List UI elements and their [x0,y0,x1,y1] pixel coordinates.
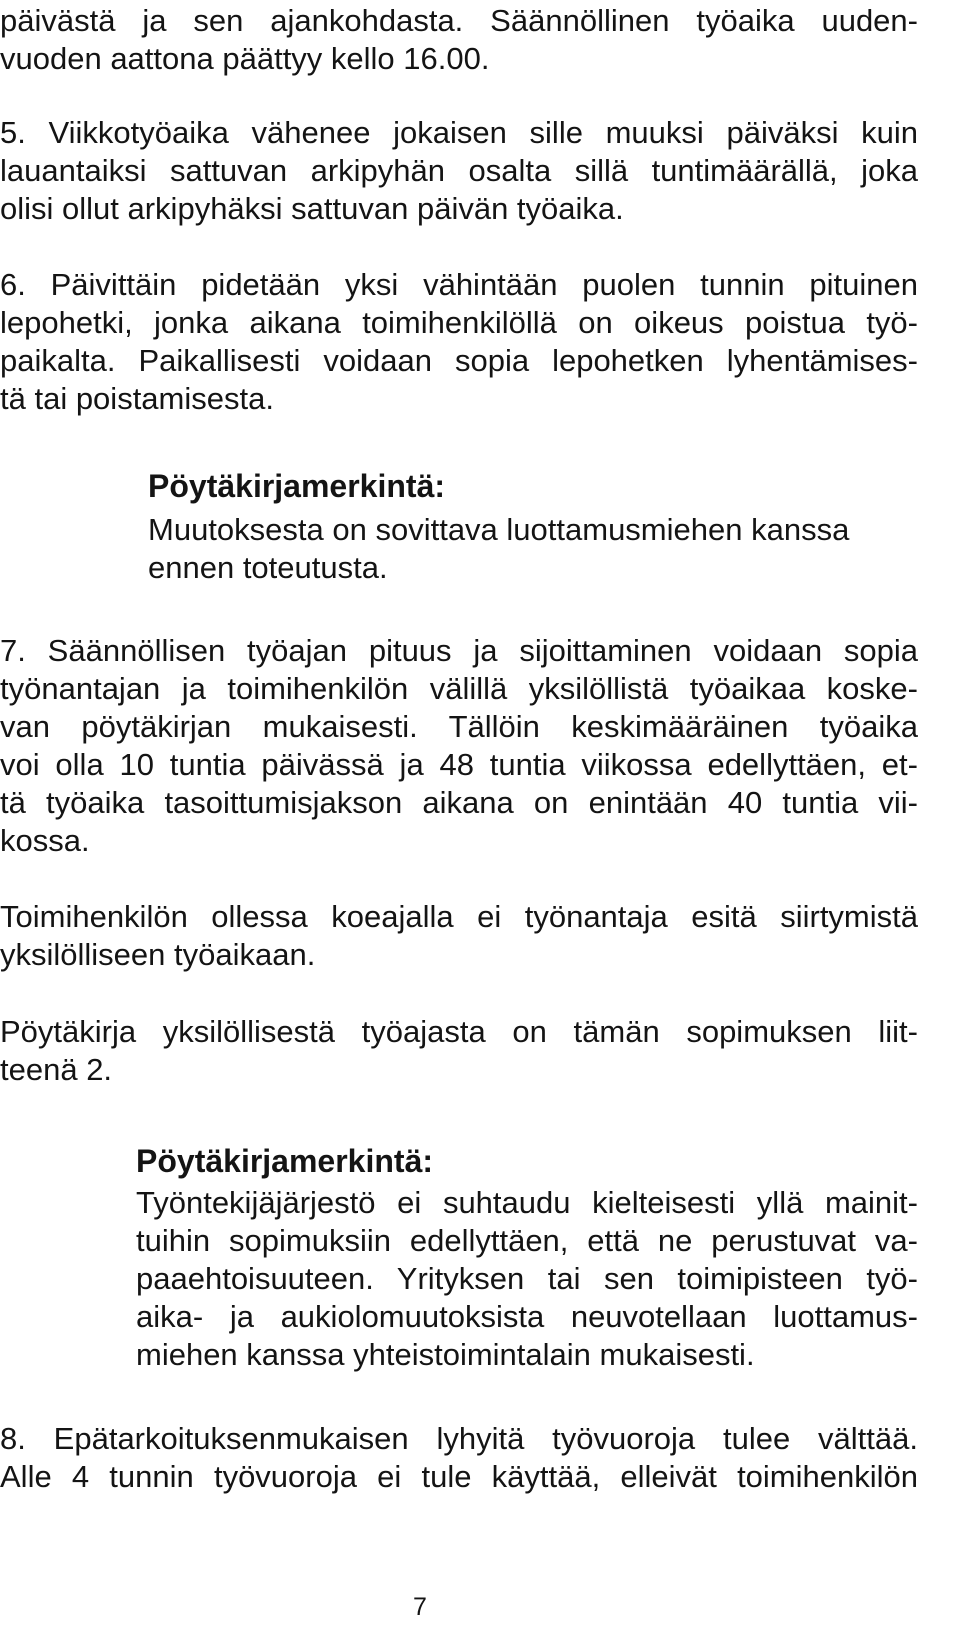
section-7-line: 7. Säännöllisen työajan pituus ja sijoittaminen voidaan sopia [0,633,918,668]
paragraph-line: teenä 2. [0,1052,113,1087]
section-6-line: tä tai poistamisesta. [0,381,274,416]
paragraph-line: vuoden aattona päättyy kello 16.00. [0,41,490,76]
section-5-line: olisi ollut arkipyhäksi sattuvan päivän työaika. [0,191,624,226]
section-6-line: lepohetki, jonka aikana toimihenkilöllä on oikeus poistua työ- [0,305,918,340]
note-line: paaehtoisuuteen. Yrityksen tai sen toimipisteen työ- [136,1261,918,1296]
section-5-line: lauantaiksi sattuvan arkipyhän osalta sillä tuntimäärällä, joka [0,153,918,188]
section-7-line: voi olla 10 tuntia päivässä ja 48 tuntia viikossa edellyttäen, et- [0,747,918,782]
section-7-line: työnantajan ja toimihenkilön välillä yksilöllistä työaikaa koske- [0,671,918,706]
section-8-line: 8. Epätarkoituksenmukaisen lyhyitä työvuoroja tulee välttää. [0,1421,918,1456]
section-7-line: van pöytäkirjan mukaisesti. Tällöin keskimääräinen työaika [0,709,918,744]
note-line: tuihin sopimuksiin edellyttäen, että ne perustuvat va- [136,1223,918,1258]
note-line: aika- ja aukiolomuutoksista neuvotellaan luottamus- [136,1299,918,1334]
section-7-line: tä työaika tasoittumisjakson aikana on enintään 40 tuntia vii- [0,785,918,820]
note-heading: Pöytäkirjamerkintä: [148,468,446,504]
paragraph-line: yksilölliseen työaikaan. [0,937,316,972]
note-line: ennen toteutusta. [148,550,388,585]
section-8-line: Alle 4 tunnin työvuoroja ei tule käyttää, elleivät toimihenkilön [0,1459,918,1494]
section-6-line: paikalta. Paikallisesti voidaan sopia lepohetken lyhentämises- [0,343,918,378]
section-7-line: kossa. [0,823,90,858]
note-line: miehen kanssa yhteistoimintalain mukaisesti. [136,1337,755,1372]
section-6-line: 6. Päivittäin pidetään yksi vähintään puolen tunnin pituinen [0,267,918,302]
paragraph-line: Pöytäkirja yksilöllisestä työajasta on tämän sopimuksen liit- [0,1014,918,1049]
page-number: 7 [413,1593,427,1621]
paragraph-line: Toimihenkilön ollessa koeajalla ei työnantaja esitä siirtymistä [0,899,918,934]
note-heading: Pöytäkirjamerkintä: [136,1143,434,1179]
note-line: Työntekijäjärjestö ei suhtaudu kielteisesti yllä mainit- [136,1185,918,1220]
paragraph-line: päivästä ja sen ajankohdasta. Säännöllinen työaika uuden- [0,3,918,38]
note-line: Muutoksesta on sovittava luottamusmiehen kanssa [148,512,850,547]
section-5-line: 5. Viikkotyöaika vähenee jokaisen sille muuksi päiväksi kuin [0,115,918,150]
